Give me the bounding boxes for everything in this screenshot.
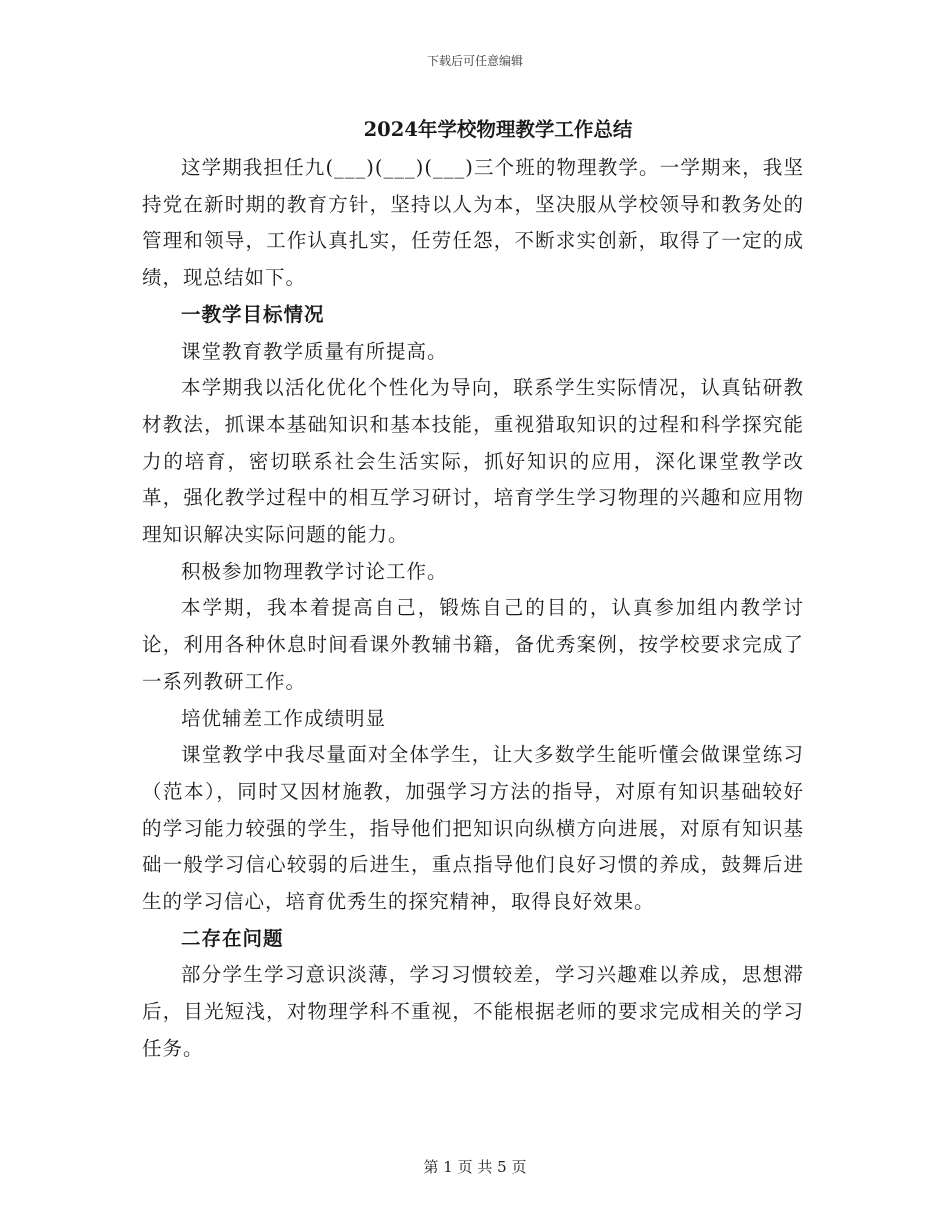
header-note: 下载后可任意编辑 — [426, 54, 523, 68]
subheading-tutoring: 培优辅差工作成绩明显 — [181, 706, 387, 730]
document-title: 2024年学校物理教学工作总结 — [363, 118, 633, 141]
paragraph-tutoring: 课堂教学中我尽量面对全体学生，让大多数学生能听懂会做课堂练习（范本），同时又因材施教，加强学习方法的指导，对原有知识基础较好的学习能力较强的学生，指导他们把知识向纵横方向进展，对原有知识基础一般学习信心较弱的后进生，重点指导他们良好习惯的养成，鼓舞后进生的学习信心，培育优秀生的探究精神，取得良好效果。 — [142, 743, 804, 914]
paragraph-quality: 本学期我以活化优化个性化为导向，联系学生实际情况，认真钻研教材教法，抓课本基础知识和基本技能，重视猎取知识的过程和科学探究能力的培育，密切联系社会生活实际，抓好知识的应用，深化课堂教学改革，强化教学过程中的相互学习研讨，培育学生学习物理的兴趣和应用物理知识解决实际问题的能力。 — [142, 376, 804, 547]
intro-paragraph: 这学期我担任九(___)(___)(___)三个班的物理教学。一学期来，我坚持党在新时期的教育方针，坚持以人为本，坚决服从学校领导和教务处的管理和领导，工作认真扎实，任劳任怨，不断求实创新，取得了一定的成绩，现总结如下。 — [142, 156, 804, 290]
paragraph-problems: 部分学生学习意识淡薄，学习习惯较差，学习兴趣难以养成，思想滞后，目光短浅，对物理学科不重视，不能根据老师的要求完成相关的学习任务。 — [142, 963, 804, 1060]
subheading-quality: 课堂教育教学质量有所提高。 — [181, 339, 448, 363]
subheading-research: 积极参加物理教学讨论工作。 — [181, 559, 448, 583]
document-body — [142, 112, 804, 1068]
page-footer: 第 1 页 共 5 页 — [423, 1158, 527, 1176]
section-heading-problems: 二存在问题 — [181, 926, 284, 950]
paragraph-research: 本学期，我本着提高自己，锻炼自己的目的，认真参加组内教学讨论，利用各种休息时间看课外教辅书籍，备优秀案例，按学校要求完成了一系列教研工作。 — [142, 596, 804, 693]
section-heading-teaching-goals: 一教学目标情况 — [181, 302, 325, 326]
